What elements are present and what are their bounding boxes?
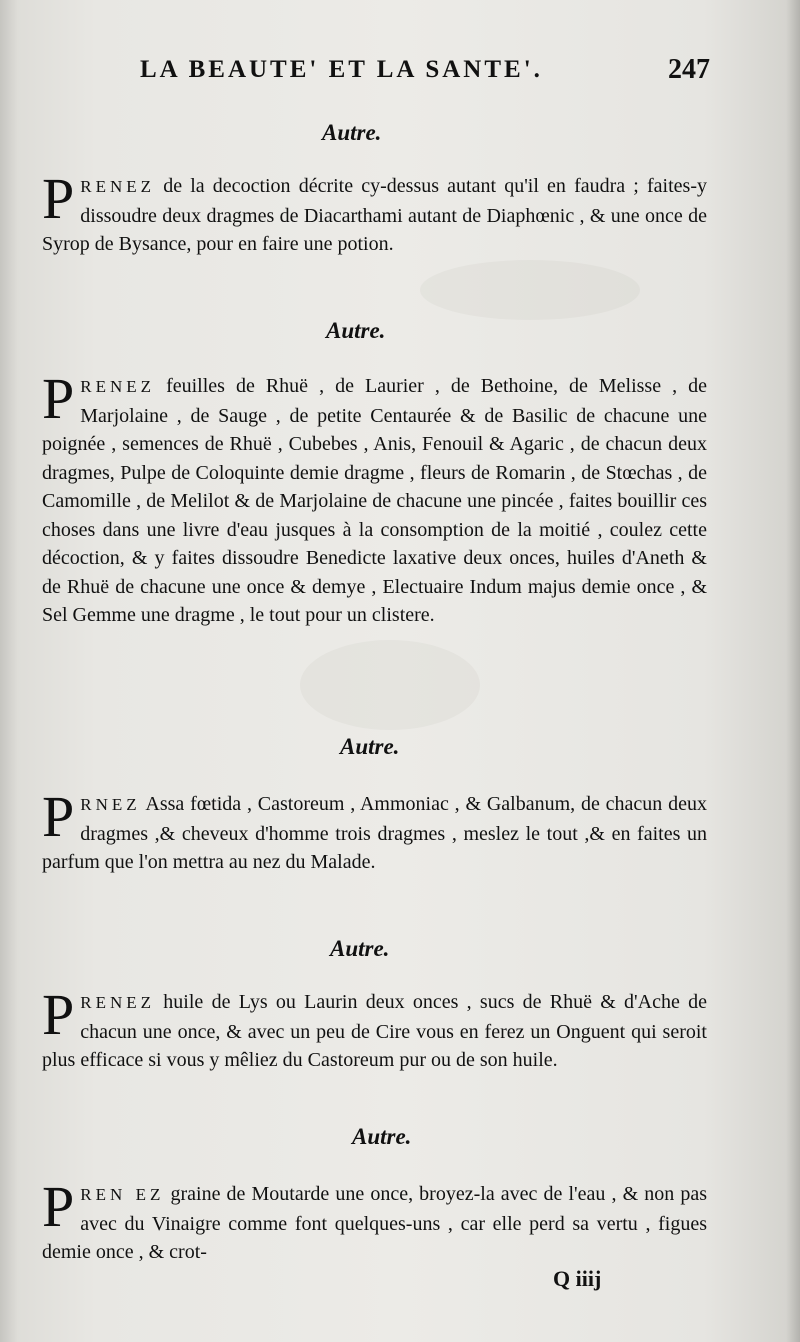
first-word-smallcaps: RENEZ — [80, 177, 156, 196]
recipe-paragraph — [42, 366, 707, 630]
paragraph-text: graine de Moutarde une once, broyez-la avec de l'eau , & non pas avec du Vinaigre comme font quelques-uns , car elle perd sa vertu , figues demie once , & crot- — [42, 1183, 707, 1263]
page-edge-shadow — [786, 0, 800, 1342]
paragraph-text: feuilles de Rhuë , de Laurier , de Bethoine, de Melisse , de Marjolaine , de Sauge , de petite Centaurée & de Basilic de chacune une poignée , semences de Rhuë , Cubebes , Anis, Fenouil & Agaric , de chacun deux dragmes, Pulpe de Coloquinte demie dragme , fleurs de Romarin , de Stœchas , de Camomille , de Melilot & de Marjolaine de chacune une pincée , faites bouillir ces choses dans une livre d'eau jusques à la consomption de la moitié , coulez cette décoction, & y faites dissoudre Benedicte laxative deux onces, huiles d'Aneth & de Rhuë de chacune une once & demye , Electuaire Indum majus demie once , & Sel Gemme une dragme , le tout pour un clistere. — [42, 375, 707, 626]
page-number: 247 — [668, 54, 710, 85]
drop-cap: P — [42, 366, 75, 431]
paper-stain — [300, 640, 480, 730]
paragraph-text: Assa fœtida , Castoreum , Ammoniac , & Galbanum, de chacun deux dragmes ,& cheveux d'homme trois dragmes , meslez le tout ,& en faites un parfum que l'on mettra au nez du Malade. — [42, 793, 707, 873]
paragraph-text: de la decoction décrite cy-dessus autant qu'il en faudra ; faites-y dissoudre deux dragmes de Diacarthami autant de Diaphœnic , & une once de Syrop de Bysance, pour en faire une potion. — [42, 175, 707, 255]
section-title: Autre. — [352, 1124, 412, 1149]
section-title: Autre. — [340, 734, 400, 759]
drop-cap: P — [42, 784, 75, 849]
section-title: Autre. — [326, 318, 386, 343]
first-word-smallcaps: RNEZ — [80, 795, 141, 814]
paper-stain — [420, 260, 640, 320]
first-word-smallcaps: REN EZ — [80, 1185, 165, 1204]
recipe-paragraph — [42, 166, 707, 259]
first-word-smallcaps: RENEZ — [80, 993, 156, 1012]
drop-cap: P — [42, 1174, 75, 1239]
paragraph-text: huile de Lys ou Laurin deux onces , sucs de Rhuë & d'Ache de chacun une once, & avec un peu de Cire vous en ferez un Onguent qui seroit plus efficace si vous y mêliez du Castoreum pur ou de son huile. — [42, 991, 707, 1071]
running-head: LA BEAUTE' ET LA SANTE'. — [140, 56, 543, 83]
page-spine-shadow — [0, 0, 18, 1342]
section-title: Autre. — [322, 120, 382, 145]
first-word-smallcaps: RENEZ — [80, 377, 156, 396]
recipe-paragraph — [42, 1174, 707, 1267]
drop-cap: P — [42, 982, 75, 1047]
recipe-paragraph — [42, 784, 707, 877]
recipe-paragraph — [42, 982, 707, 1075]
section-title: Autre. — [330, 936, 390, 961]
page-header — [140, 56, 710, 92]
signature-mark: Q iiij — [553, 1266, 602, 1291]
drop-cap: P — [42, 166, 75, 231]
